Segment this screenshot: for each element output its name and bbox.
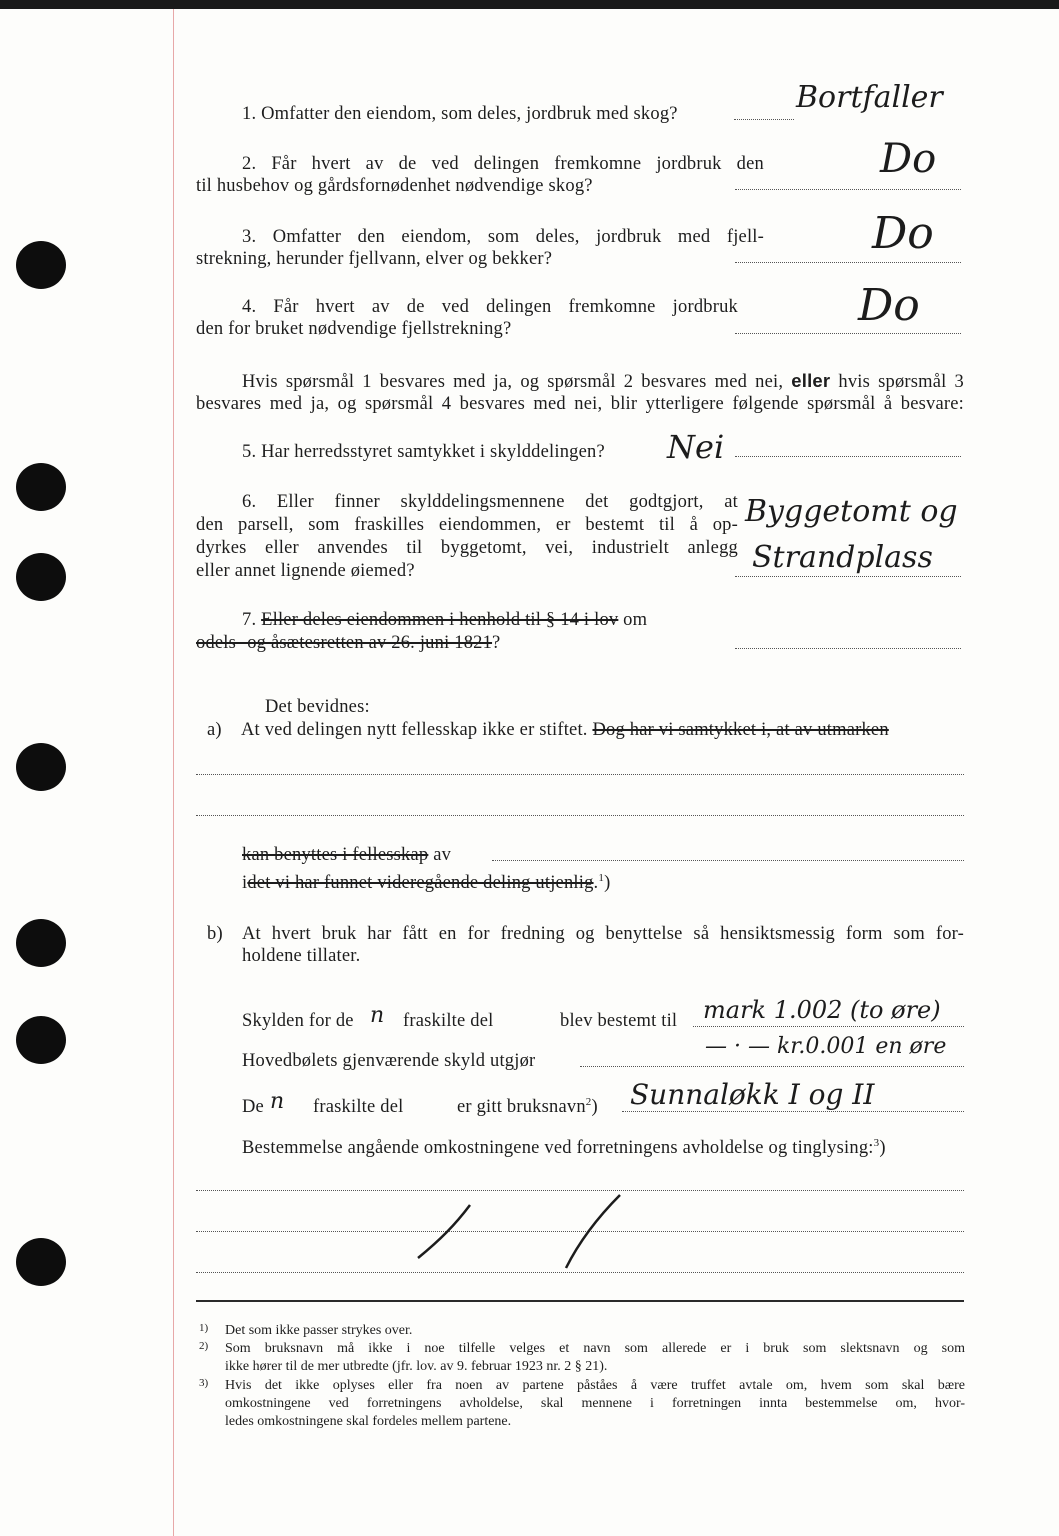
certification-a-struck-3: det vi har funnet videregående deling utjenlig [247,873,594,893]
footnote-1-number: 1) [199,1322,209,1334]
answer-line [735,648,961,649]
question-6-line-2: den parsell, som fraskilles eiendommen, er bestemt til å op- [196,515,738,535]
skyld-label-1: Skylden for de [242,1011,354,1031]
handwritten-answer-6-line-1: Byggetomt og [745,494,958,529]
certification-b-line-1: At hvert bruk har fått en for fredning og benyttelse så hensiktsmessig form som for- [242,924,964,944]
punch-hole [16,553,66,601]
cost-label [242,1136,886,1160]
certification-heading: Det bevidnes: [265,697,370,717]
footnote-3-line-3: ledes omkostningene skal fordeles mellem partene. [225,1414,512,1429]
intro-bold-eller: eller [791,370,831,391]
question-3-line-2: strekning, herunder fjellvann, elver og bekker? [196,249,553,269]
skyld-handwritten-n: n [370,1003,385,1028]
question-6-line-1: 6. Eller finner skylddelingsmennene det godtgjort, at [242,492,738,512]
answer-line [735,456,961,457]
answer-line [735,576,961,577]
skyld-label-2: fraskilte del [403,1011,494,1031]
question-2-line-1: 2. Får hvert av de ved delingen fremkomne jordbruk den [242,154,764,174]
bruksnavn-label-1: De [242,1097,264,1117]
intro-line-1 [242,369,964,394]
question-1: 1. Omfatter den eiendom, som deles, jordbruk med skog? [242,104,678,124]
bruksnavn-handwritten-n: n [270,1089,285,1114]
question-7-qmark: ? [492,633,501,653]
certification-a-av: av [433,845,452,865]
question-5: 5. Har herredsstyret samtykket i skylddelingen? [242,442,605,462]
punch-hole [16,743,66,791]
footnote-ref-close: ) [591,1097,598,1117]
punch-hole [16,241,66,289]
handwritten-answer-5: Nei [667,428,725,466]
question-3-line-1: 3. Omfatter den eiendom, som deles, jordbruk med fjell- [242,227,764,247]
blank-line [196,815,964,816]
question-7-line-1 [242,608,647,632]
certification-a-period: . [593,873,599,893]
handwritten-answer-1: Bortfaller [796,80,943,115]
hoved-answer: — · — kr.0.001 en øre [705,1034,947,1059]
question-7-line-2 [196,631,500,655]
answer-line [693,1026,964,1027]
punch-hole [16,919,66,967]
handwritten-answer-6-line-2: Strandplass [752,540,933,575]
punch-hole [16,1016,66,1064]
answer-line [734,119,794,120]
question-4-line-2: den for bruket nødvendige fjellstrekning? [196,319,512,339]
question-6-line-4: eller annet lignende øiemed? [196,561,415,581]
certification-b-label: b) [207,924,223,944]
handwritten-answer-2: Do [880,136,937,182]
question-7-number: 7. [242,610,257,630]
intro-line-2: besvares med ja, og spørsmål 4 besvares med nei, blir ytterligere følgende spørsmål å besvare: [196,394,964,414]
certification-a-struck: Dog har vi samtykket i, at av utmarken [592,720,889,740]
bruksnavn-label-text: er gitt bruksnavn [457,1097,586,1117]
footnote-separator [196,1300,964,1302]
footnote-ref-3: 3 [873,1136,880,1149]
handwritten-answer-4: Do [858,280,920,331]
punch-hole [16,463,66,511]
cost-label-text: Bestemmelse angående omkostningene ved forretningens avholdelse og tinglysing: [242,1138,874,1158]
question-7-end: om [623,610,648,630]
answer-line [735,189,961,190]
intro-text-a: Hvis spørsmål 1 besvares med ja, og spørsmål 2 besvares med nei, [242,372,784,392]
certification-a-line-3 [242,843,451,867]
question-7-struck-text: Eller deles eiendommen i henhold til § 14 i lov [261,610,619,630]
certification-a-line-1 [241,718,889,742]
footnote-2-line-1: Som bruksnavn må ikke i noe tilfelle velges et navn som allerede er i bruk som slektsnavn og som [225,1341,965,1356]
answer-line [735,262,961,263]
footnote-ref-close: ) [879,1138,886,1158]
certification-a-i: i [242,873,248,893]
answer-line [735,333,961,334]
blank-line [196,1231,964,1232]
answer-line [580,1066,964,1067]
bruksnavn-answer: Sunnaløkk I og II [630,1078,875,1111]
question-4-line-1: 4. Får hvert av de ved delingen fremkomne jordbruk [242,297,738,317]
blank-line [196,1272,964,1273]
footnote-3-line-1: Hvis det ikke oplyses eller fra noen av partene påståes å være truffet avtale om, hvem som skal bære [225,1378,965,1393]
hoved-label: Hovedbølets gjenværende skyld utgjør [242,1051,536,1071]
footnote-1-text: Det som ikke passer strykes over. [225,1323,413,1338]
bruksnavn-label-3 [457,1095,598,1119]
certification-a-label: a) [207,720,222,740]
handwritten-answer-3: Do [872,208,934,259]
footnote-2-number: 2) [199,1340,209,1352]
footnote-2-line-2: ikke hører til de mer utbredte (jfr. lov. av 9. februar 1923 nr. 2 § 21). [225,1359,608,1374]
skyld-label-3: blev bestemt til [560,1011,678,1031]
skyld-answer: mark 1.002 (to øre) [703,996,941,1024]
footnote-ref-1: 1 [598,871,605,884]
certification-a-struck-2: kan benyttes i fellesskap [242,845,429,865]
footnote-ref-close: ) [604,873,611,893]
question-2-line-2: til husbehov og gårdsfornødenhet nødvendige skog? [196,176,593,196]
margin-line [173,9,174,1536]
footnote-3-number: 3) [199,1377,209,1389]
intro-text-b: hvis spørsmål 3 [838,372,965,392]
footnote-ref-2: 2 [585,1095,592,1108]
blank-line [492,860,964,861]
answer-line [622,1111,964,1112]
question-6-line-3: dyrkes eller anvendes til byggetomt, vei, industrielt anlegg [196,538,738,558]
certification-b-line-2: holdene tillater. [242,946,361,966]
certification-a-line-4 [242,871,610,895]
question-7-struck-text-2: odels- og åsætesretten av 26. juni 1821 [196,633,493,653]
certification-a-text: At ved delingen nytt fellesskap ikke er stiftet. [241,720,588,740]
punch-hole [16,1238,66,1286]
blank-line [196,1190,964,1191]
blank-line [196,774,964,775]
scan-top-edge [0,0,1059,9]
footnote-3-line-2: omkostningene ved forretningens avholdelse, skal mennene i forretningen innta bestemmelse om, hvor- [225,1396,965,1411]
bruksnavn-label-2: fraskilte del [313,1097,404,1117]
